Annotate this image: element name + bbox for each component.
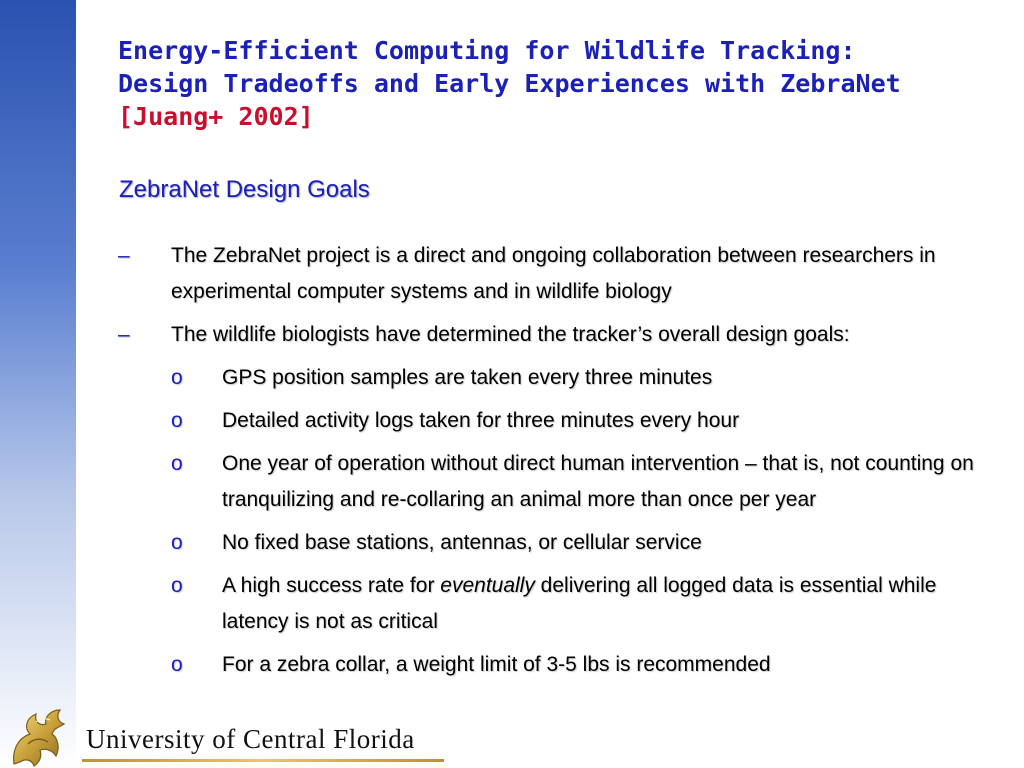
dash-marker: – [118, 323, 130, 346]
sub-bullet-text: GPS position samples are taken every three minutes [222, 366, 713, 389]
sub-bullet-item [118, 647, 1008, 683]
title-citation: [Juang+ 2002] [118, 102, 314, 131]
sub-bullet-text: For a zebra collar, a weight limit of 3-5 lbs is recommended [222, 653, 771, 676]
sub-bullet-text-part: A high success rate for [222, 574, 441, 597]
title-line-2: Design Tradeoffs and Early Experiences with ZebraNet [118, 69, 901, 98]
sub-bullet-text: One year of operation without direct human intervention – that is, not counting on tranquilizing and re-collaring an animal more than once per year [222, 452, 974, 511]
sub-bullet-text-part: delivering all logged data is essential while latency is not as critical [222, 574, 937, 633]
pegasus-icon [6, 704, 72, 768]
logo-underline [82, 759, 444, 762]
circle-marker: o [171, 531, 183, 554]
emphasis-text: eventually [440, 574, 535, 597]
sub-bullet-item [118, 446, 1008, 518]
sub-bullet-text [222, 574, 936, 633]
bullet-text: The wildlife biologists have determined the tracker’s overall design goals: [171, 323, 850, 346]
circle-marker: o [171, 653, 183, 676]
bullet-item [118, 317, 1008, 353]
title-line-1: Energy-Efficient Computing for Wildlife Tracking: [118, 36, 856, 65]
dash-marker: – [118, 244, 130, 267]
sidebar-gradient [0, 0, 76, 768]
slide-title [118, 34, 998, 133]
sub-bullet-item [118, 403, 1008, 439]
bullet-list [118, 238, 1008, 690]
circle-marker: o [171, 452, 183, 475]
sub-bullet-text: No fixed base stations, antennas, or cellular service [222, 531, 702, 554]
sub-bullet-text: Detailed activity logs taken for three minutes every hour [222, 409, 740, 432]
sub-bullet-item [118, 525, 1008, 561]
ucf-logo [6, 704, 446, 768]
sub-bullet-item [118, 568, 1008, 640]
bullet-item [118, 238, 1008, 310]
section-subtitle: ZebraNet Design Goals [119, 176, 370, 203]
circle-marker: o [171, 409, 183, 432]
circle-marker: o [171, 366, 183, 389]
sub-bullet-item [118, 360, 1008, 396]
bullet-text: The ZebraNet project is a direct and ongoing collaboration between researchers in experimental computer systems and in wildlife biology [171, 244, 936, 303]
logo-text: University of Central Florida [86, 724, 415, 754]
circle-marker: o [171, 574, 183, 597]
